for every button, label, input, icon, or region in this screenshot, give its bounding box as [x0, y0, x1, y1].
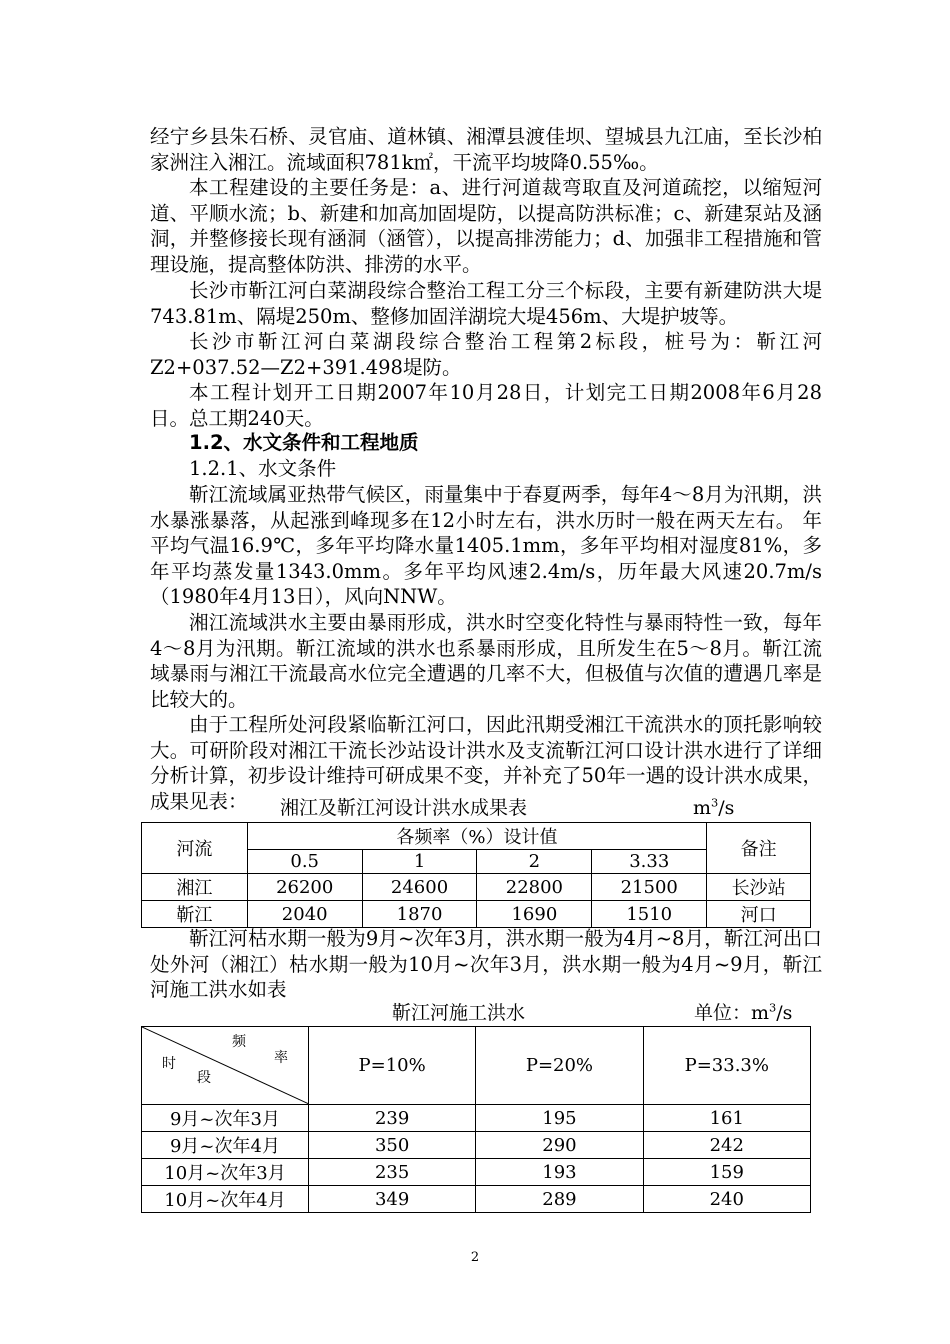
value-cell: 1870 [362, 901, 477, 928]
value-cell: 26200 [247, 874, 362, 901]
paragraph-climate: 靳江流域属亚热带气候区，雨量集中于春夏两季，每年4～8月为汛期，洪水暴涨暴落，从起涨到峰现多在12小时左右，洪水历时一般在两天左右。 年平均气温16.9℃，多年平均降水量1405.1mm，多年平均相对湿度81%，多年平均蒸发量1343.0mm。多年平均风速2.4m/s，历年最大风速20.7m/s（1980年4月13日），风向NNW。 [150, 483, 822, 609]
river-cell: 湘江 [142, 874, 248, 901]
paragraph-schedule: 本工程计划开工日期2007年10月28日，计划完工日期2008年6月28日。总工期240天。 [150, 381, 822, 430]
freq-header: P=20% [476, 1027, 643, 1105]
value-cell: 21500 [592, 874, 707, 901]
paragraph-design-flood: 由于工程所处河段紧临靳江河口，因此汛期受湘江干流洪水的顶托影响较大。可研阶段对湘江干流长沙站设计洪水及支流靳江河口设计洪水进行了详细分析计算，初步设计维持可研成果不变，并补充了50年一遇的设计洪水成果，成果见表： [150, 713, 822, 813]
river-cell: 靳江 [142, 901, 248, 928]
value-cell: 242 [643, 1132, 810, 1159]
value-cell: 1510 [592, 901, 707, 928]
construction-flood-table [141, 1026, 811, 1213]
freq-header: 0.5 [247, 850, 362, 874]
diag-label-time: 时 [162, 1056, 176, 1072]
table-row [142, 1105, 811, 1132]
value-cell: 239 [308, 1105, 475, 1132]
note-cell: 河口 [707, 901, 811, 928]
value-cell: 159 [643, 1159, 810, 1186]
period-cell: 9月~次年3月 [142, 1105, 309, 1132]
table-row [142, 1159, 811, 1186]
table1-unit: $m^3/s$ [693, 795, 735, 819]
diag-label-rate: 率 [274, 1050, 288, 1066]
header-note: 备注 [707, 823, 811, 874]
value-cell: 290 [476, 1132, 643, 1159]
table-row [142, 901, 811, 928]
freq-header: 1 [362, 850, 477, 874]
subsection-heading: 1.2.1、水文条件 [189, 457, 337, 480]
value-cell: 240 [643, 1186, 810, 1213]
paragraph-tasks: 本工程建设的主要任务是：a、进行河道裁弯取直及河道疏挖，以缩短河道、平顺水流；b、新建和加高加固堤防，以提高防洪标准；c、新建泵站及涵洞，并整修接长现有涵洞（涵管），以提高排涝能力；d、加强非工程措施和管理设施，提高整体防洪、排涝的水平。 [150, 176, 822, 276]
paragraph-section2: 长沙市靳江河白菜湖段综合整治工程第2标段，桩号为：靳江河Z2+037.52—Z2+391.498堤防。 [150, 330, 822, 379]
table1-caption: 湘江及靳江河设计洪水成果表 [280, 797, 528, 819]
section-heading: 1.2、水文条件和工程地质 [189, 431, 419, 454]
value-cell: 349 [308, 1186, 475, 1213]
value-cell: 1690 [477, 901, 592, 928]
design-flood-table [141, 822, 811, 928]
period-cell: 10月~次年3月 [142, 1159, 309, 1186]
table-row [142, 1186, 811, 1213]
header-frequency: 各频率（%）设计值 [247, 823, 706, 850]
diag-label-period: 段 [197, 1070, 211, 1086]
value-cell: 235 [308, 1159, 475, 1186]
value-cell: 161 [643, 1105, 810, 1132]
paragraph-basin: 经宁乡县朱石桥、灵官庙、道林镇、湘潭县渡佳坝、望城县九江庙，至长沙柏家洲注入湘江。流域面积781k㎡，干流平均坡降0.55‰。 [150, 125, 822, 174]
value-cell: 289 [476, 1186, 643, 1213]
paragraph-dry-season: 靳江河枯水期一般为9月~次年3月，洪水期一般为4月~8月，靳江河出口处外河（湘江）枯水期一般为10月~次年3月，洪水期一般为4月~9月，靳江河施工洪水如表 [150, 927, 822, 1002]
period-cell: 9月~次年4月 [142, 1132, 309, 1159]
paragraph-flood: 湘江流域洪水主要由暴雨形成，洪水时空变化特性与暴雨特性一致，每年4～8月为汛期。靳江流域的洪水也系暴雨形成，且所发生在5～8月。靳江流域暴雨与湘江干流最高水位完全遭遇的几率不大，但极值与次值的遭遇几率是比较大的。 [150, 611, 822, 711]
value-cell: 2040 [247, 901, 362, 928]
freq-header: 3.33 [592, 850, 707, 874]
value-cell: 195 [476, 1105, 643, 1132]
freq-header: P=33.3% [643, 1027, 810, 1105]
header-river: 河流 [142, 823, 248, 874]
paragraph-sections: 长沙市靳江河白菜湖段综合整治工程工分三个标段，主要有新建防洪大堤743.81m、隔堤250m、整修加固洋湖垸大堤456m、大堤护坡等。 [150, 279, 822, 328]
table2-caption: 靳江河施工洪水 [392, 1002, 526, 1024]
value-cell: 24600 [362, 874, 477, 901]
value-cell: 22800 [477, 874, 592, 901]
note-cell: 长沙站 [707, 874, 811, 901]
freq-header: P=10% [308, 1027, 475, 1105]
freq-header: 2 [477, 850, 592, 874]
table-row [142, 874, 811, 901]
period-cell: 10月~次年4月 [142, 1186, 309, 1213]
value-cell: 193 [476, 1159, 643, 1186]
value-cell: 350 [308, 1132, 475, 1159]
table2-unit: 单位：$m^3/s$ [694, 1000, 793, 1024]
table-row [142, 1132, 811, 1159]
diagonal-header-cell [142, 1027, 309, 1105]
page-number: 2 [470, 1250, 480, 1265]
diag-label-freq: 频 [232, 1034, 246, 1050]
